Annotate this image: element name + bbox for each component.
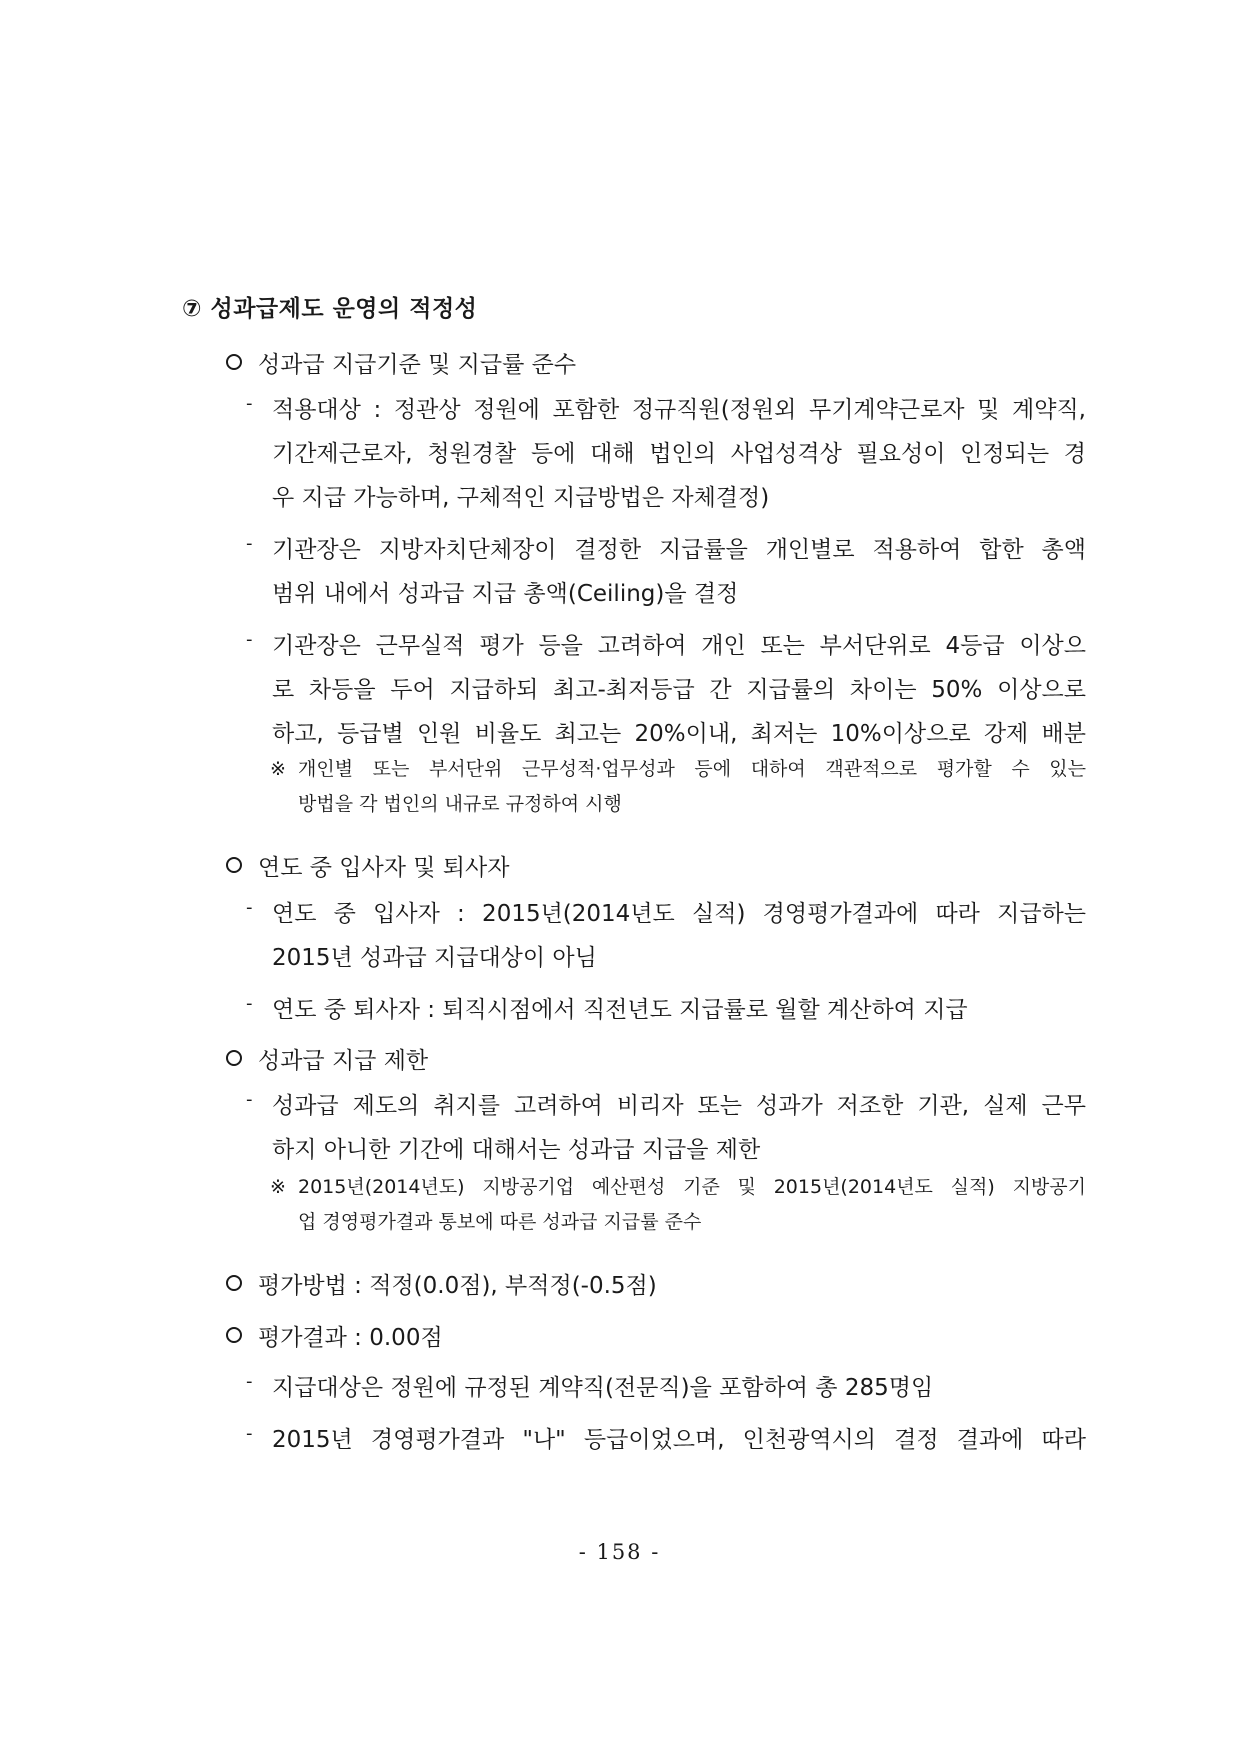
circle-item-2 <box>226 849 509 882</box>
circle-bullet-icon <box>226 1327 242 1343</box>
dash-marker: - <box>246 1089 253 1110</box>
dash-item-2-2 <box>246 988 1086 1032</box>
text-line: 2015년 경영평가결과 "나" 등급이었으며, 인천광역시의 결정 결과에 따라 <box>272 1427 1086 1453</box>
circle-item-title: 평가방법 : 적정(0.0점), 부적정(-0.5점) <box>258 1273 657 1299</box>
text-line: 하고, 등급별 인원 비율도 최고는 20%이내, 최저는 10%이상으로 강제 배분 <box>272 721 1086 747</box>
dash-marker: - <box>246 533 253 554</box>
dash-marker: - <box>246 629 253 650</box>
dash-item-2-1 <box>246 892 1086 980</box>
text-line: 기간제근로자, 청원경찰 등에 대해 법인의 사업성격상 필요성이 인정되는 경 <box>272 441 1086 467</box>
reference-mark: ※ <box>270 758 286 780</box>
circle-bullet-icon <box>226 1050 242 1066</box>
text-line: 성과급 제도의 취지를 고려하여 비리자 또는 성과가 저조한 기관, 실제 근무 <box>272 1093 1086 1119</box>
circle-item-1 <box>226 346 576 379</box>
text-line: 하지 아니한 기간에 대해서는 성과급 지급을 제한 <box>272 1137 761 1163</box>
note-line: 개인별 또는 부서단위 근무성적·업무성과 등에 대하여 객관적으로 평가할 수 있는 <box>298 758 1086 780</box>
note-2 <box>270 1170 1086 1240</box>
circle-item-title: 평가결과 : 0.00점 <box>258 1325 443 1351</box>
circle-bullet-icon <box>226 857 242 873</box>
text-line: 로 차등을 두어 지급하되 최고-최저등급 간 지급률의 차이는 50% 이상으로 <box>272 677 1086 703</box>
text-line: 우 지급 가능하며, 구체적인 지급방법은 자체결정) <box>272 485 770 511</box>
note-1 <box>270 752 1086 822</box>
dash-item-3-1 <box>246 1084 1086 1172</box>
text-line: 연도 중 입사자 : 2015년(2014년도 실적) 경영평가결과에 따라 지급하는 <box>272 901 1086 927</box>
text-line: 연도 중 퇴사자 : 퇴직시점에서 직전년도 지급률로 월할 계산하여 지급 <box>272 997 968 1023</box>
text-line: 지급대상은 정원에 규정된 계약직(전문직)을 포함하여 총 285명임 <box>272 1375 934 1401</box>
circle-item-3 <box>226 1042 428 1075</box>
circle-item-title: 성과급 지급기준 및 지급률 준수 <box>258 352 577 378</box>
dash-marker: - <box>246 993 253 1014</box>
circle-bullet-icon <box>226 354 242 370</box>
text-line: 범위 내에서 성과급 지급 총액(Ceiling)을 결정 <box>272 581 739 607</box>
dash-item-5-2 <box>246 1418 1086 1462</box>
text-line: 적용대상 : 정관상 정원에 포함한 정규직원(정원외 무기계약근로자 및 계약직, <box>272 397 1086 423</box>
note-line: 업 경영평가결과 통보에 따른 성과급 지급률 준수 <box>298 1211 702 1233</box>
dash-item-1-3 <box>246 624 1086 756</box>
circle-item-title: 성과급 지급 제한 <box>258 1048 429 1074</box>
page-number: - 158 - <box>578 1540 661 1564</box>
circle-bullet-icon <box>226 1275 242 1291</box>
section-heading: ⑦ 성과급제도 운영의 적정성 <box>182 296 478 322</box>
dash-marker: - <box>246 1371 253 1392</box>
dash-marker: - <box>246 393 253 414</box>
text-line: 2015년 성과급 지급대상이 아님 <box>272 945 597 971</box>
circle-item-4 <box>226 1267 657 1300</box>
note-line: 2015년(2014년도) 지방공기업 예산편성 기준 및 2015년(2014년도 실적) 지방공기 <box>298 1176 1086 1198</box>
dash-item-1-2 <box>246 528 1086 616</box>
dash-item-1-1 <box>246 388 1086 520</box>
dash-marker: - <box>246 1423 253 1444</box>
note-line: 방법을 각 법인의 내규로 규정하여 시행 <box>298 793 622 815</box>
dash-marker: - <box>246 897 253 918</box>
dash-item-5-1 <box>246 1366 1086 1410</box>
circle-item-title: 연도 중 입사자 및 퇴사자 <box>258 855 510 881</box>
circle-item-5 <box>226 1319 443 1352</box>
text-line: 기관장은 지방자치단체장이 결정한 지급률을 개인별로 적용하여 합한 총액 <box>272 537 1086 563</box>
reference-mark: ※ <box>270 1176 286 1198</box>
text-line: 기관장은 근무실적 평가 등을 고려하여 개인 또는 부서단위로 4등급 이상으 <box>272 633 1086 659</box>
